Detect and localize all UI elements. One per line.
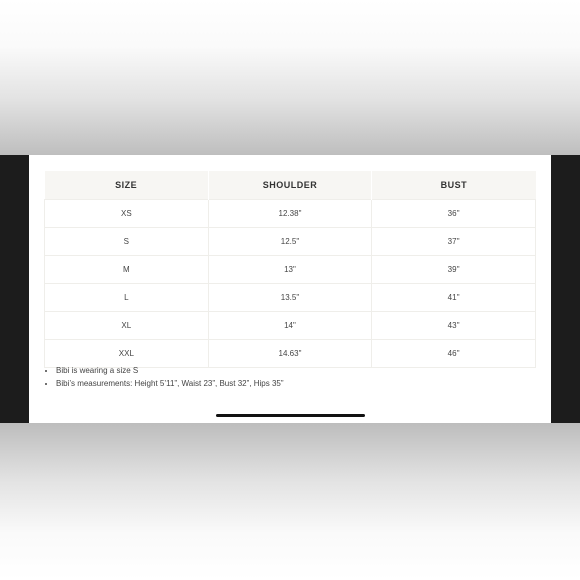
size-cell: XXL <box>45 340 209 368</box>
shoulder-cell: 14" <box>208 312 372 340</box>
header-bust: BUST <box>372 171 536 200</box>
bust-cell: 37'' <box>372 228 536 256</box>
bust-cell: 43'' <box>372 312 536 340</box>
table-row <box>45 200 536 228</box>
right-dark-bar <box>551 155 580 423</box>
model-notes-list <box>44 364 284 390</box>
note-item-measurements: • Bibi’s measurements: Height 5’11”, Waist 23”, Bust 32”, Hips 35” <box>56 377 284 390</box>
size-cell: S <box>45 228 209 256</box>
shoulder-cell: 12.5" <box>208 228 372 256</box>
size-cell: XL <box>45 312 209 340</box>
home-indicator-bar[interactable] <box>216 414 365 417</box>
bust-cell: 46'' <box>372 340 536 368</box>
table-row <box>45 312 536 340</box>
shoulder-cell: 13" <box>208 256 372 284</box>
size-cell: XS <box>45 200 209 228</box>
table-row <box>45 256 536 284</box>
table-row <box>45 228 536 256</box>
size-cell: M <box>45 256 209 284</box>
size-cell: L <box>45 284 209 312</box>
table-header-row <box>45 171 536 200</box>
bust-cell: 39'' <box>372 256 536 284</box>
size-chart-panel <box>29 155 551 423</box>
left-dark-bar <box>0 155 29 423</box>
shoulder-cell: 12.38" <box>208 200 372 228</box>
bust-cell: 36'' <box>372 200 536 228</box>
header-size: SIZE <box>45 171 209 200</box>
note-item-size: • Bibi is wearing a size S <box>56 364 284 377</box>
size-table <box>44 171 536 368</box>
header-shoulder: SHOULDER <box>208 171 372 200</box>
shoulder-cell: 14.63" <box>208 340 372 368</box>
table-row <box>45 284 536 312</box>
bust-cell: 41'' <box>372 284 536 312</box>
shoulder-cell: 13.5" <box>208 284 372 312</box>
